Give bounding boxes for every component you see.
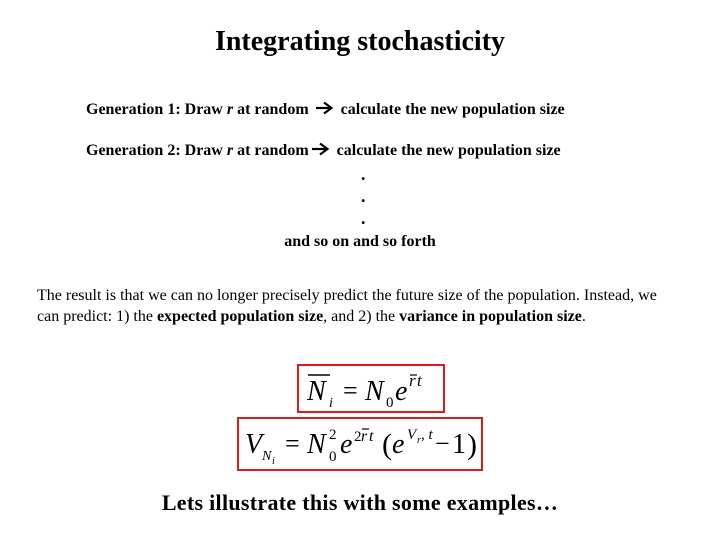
svg-text:=: = [285,429,300,458]
generation-1-prefix: Generation 1: Draw [86,101,227,118]
variance-phrase: variance in population size [399,308,582,325]
svg-text:r: r [361,428,368,445]
result-paragraph [37,285,677,327]
ellipsis-dot-1: . [361,164,366,184]
generation-1-variable: r [226,101,234,118]
expected-size-equation [299,366,443,411]
svg-text:−: − [435,429,450,458]
svg-text:e: e [340,429,353,460]
right-arrow-icon [315,101,335,115]
svg-text:(: ( [382,428,392,461]
svg-text:): ) [467,428,477,461]
svg-text:i: i [329,396,333,411]
svg-text:0: 0 [386,395,394,411]
paragraph-text-1: The result is that we can no longer precisely predict the future size of the population. Instead, we can predict: 1) the [37,287,657,325]
generation-2-line [86,142,561,160]
generation-2-variable: r [226,142,234,159]
variance-equation [239,419,481,469]
ellipsis-dot-2: . [361,186,366,206]
slide-title: Integrating stochasticity [214,26,506,57]
expected-size-equation-box [297,364,445,413]
svg-text:t: t [417,371,422,390]
variance-equation-box [237,417,483,471]
svg-text:2: 2 [354,429,362,445]
svg-text:V: V [407,427,417,443]
svg-text:V: V [245,429,263,460]
svg-text:2: 2 [329,427,337,443]
svg-text:N: N [365,376,384,407]
svg-text:t: t [369,428,374,445]
svg-text:N: N [307,429,326,460]
svg-text:N: N [262,449,272,464]
closing-statement: Lets illustrate this with some examples… [161,490,559,515]
svg-text:r: r [417,435,421,446]
svg-text:i: i [272,456,275,467]
expected-population-size-phrase: expected population size [156,308,324,325]
ellipsis-dot-3: . [361,208,366,228]
paragraph-text-3: . [581,308,586,325]
generation-2-suffix: calculate the new population size [332,142,561,159]
generation-2-prefix: Generation 2: Draw [86,142,227,159]
svg-text:e: e [392,429,405,460]
svg-text:e: e [395,376,408,407]
svg-text:=: = [343,376,358,405]
generation-1-suffix: calculate the new population size [336,101,565,118]
paragraph-text-2: , and 2) the [323,308,400,325]
generation-1-middle: at random [233,101,309,118]
svg-text:, t: , t [421,427,433,443]
svg-text:N: N [307,376,326,407]
right-arrow-icon [311,142,331,156]
svg-text:r: r [409,371,416,390]
continuation-text: and so on and so forth [284,233,436,250]
svg-text:0: 0 [329,449,337,465]
generation-1-line [86,101,565,119]
svg-text:1: 1 [452,429,466,460]
generation-2-middle: at random [233,142,309,159]
